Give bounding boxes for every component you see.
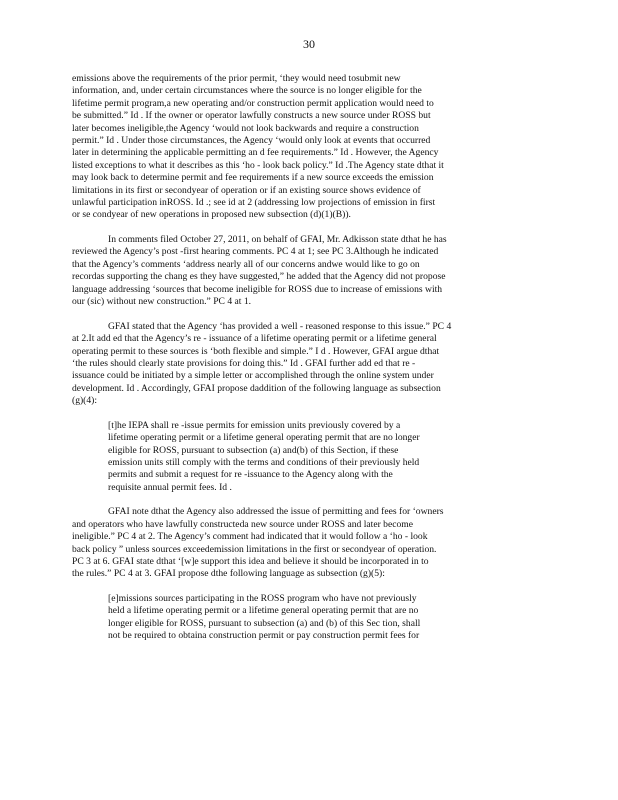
paragraph-line: In comments filed October 27, 2011, on behalf of GFAI, Mr. Adkisson state dthat he has (108, 234, 447, 246)
paragraph-line: PC 3 at 6. GFAI state dthat ‘[w]e support this idea and believe it should be incorporated in to (72, 555, 429, 567)
paragraph-line: or se condyear of new operations in proposed new subsection (d)(1)(B)). (72, 209, 351, 221)
paragraph-line: reviewed the Agency’s post -first hearing comments. PC 4 at 1; see PC 3.Although he indicated (72, 246, 439, 258)
paragraph-line: that the Agency’s comments ‘address nearly all of our concerns andwe would like to go on (72, 258, 420, 270)
paragraph-line: back policy ” unless sources exceedemission limitations in the first or secondyear of operation. (72, 543, 437, 555)
paragraph-line: issuance could be initiated by a simple letter or accomplished through the online system under (72, 370, 434, 382)
paragraph-line: ineligible.” PC 4 at 2. The Agency’s comment had indicated that it would follow a ‘ho - look (72, 531, 428, 543)
paragraph-line: later becomes ineligible,the Agency ‘would not look backwards and require a construction (72, 122, 419, 134)
paragraph-line: be submitted.” Id . If the owner or operator lawfully constructs a new source under ROSS but (72, 110, 431, 122)
paragraph-ross-ineligibility (72, 73, 542, 222)
quote-line: [e]missions sources participating in the ROSS program who have not previously (108, 592, 417, 604)
paragraph-gfai-reissuance (72, 321, 542, 408)
quote-line: not be required to obtaina construction permit or pay construction permit fees for (108, 630, 420, 642)
paragraph-line: operating permit to these sources is ‘both flexible and simple.” I d . However, GFAI argue dthat (72, 345, 440, 357)
paragraph-line: at 2.It add ed that the Agency’s re - issuance of a lifetime operating permit or a lifetime general (72, 333, 437, 345)
paragraph-line: our (sic) without new construction.” PC 4 at 1. (72, 296, 252, 308)
page-number: 30 (303, 37, 315, 51)
page-body (72, 73, 542, 643)
quote-line: eligible for ROSS, pursuant to subsection (a) and(b) of this Section, if these (108, 444, 399, 456)
paragraph-line: ‘the rules should clearly state provisions for doing this.” Id . GFAI further add ed that re - (72, 357, 416, 369)
paragraph-line: emissions above the requirements of the prior permit, ‘they would need tosubmit new (72, 73, 401, 84)
paragraph-line: recordas supporting the chang es they have suggested,” he added that the Agency did not propose (72, 271, 446, 283)
paragraph-line: permit.” Id . Under those circumstances, the Agency ‘would only look at events that occurred (72, 135, 431, 147)
paragraph-line: (g)(4): (72, 395, 98, 407)
paragraph-line: listed exceptions to what it describes as this ‘ho - look back policy.” Id .The Agency state dthat it (72, 159, 444, 171)
quote-line: permits and submit a request for re -issuance to the Agency along with the (108, 469, 393, 481)
paragraph-line: information, and, under certain circumstances where the source is no longer eligible for the (72, 85, 422, 97)
quote-line: emission units still comply with the terms and conditions of their previously held (108, 456, 420, 468)
quote-line: longer eligible for ROSS, pursuant to subsection (a) and (b) of this Sec tion, shall (108, 617, 421, 629)
block-quote-subsection-g4 (108, 420, 488, 494)
paragraph-line: development. Id . Accordingly, GFAI propose daddition of the following language as subsection (72, 382, 441, 394)
paragraph-line: the rules.” PC 4 at 3. GFAI propose dthe following language as subsection (g)(5): (72, 568, 385, 580)
paragraph-line: and operators who have lawfully constructeda new source under ROSS and later become (72, 518, 413, 530)
block-quote-subsection-g5 (108, 593, 488, 643)
quote-line: requisite annual permit fees. Id . (108, 481, 232, 493)
paragraph-gfai-look-back (72, 506, 542, 580)
paragraph-line: may look back to determine permit and fee requirements if a new source exceeds the emission (72, 172, 434, 184)
paragraph-line: later in determining the applicable permitting an d fee requirements.” Id . However, the Agency (72, 147, 439, 159)
quote-line: held a lifetime operating permit or a lifetime general operating permit that are no (108, 605, 419, 617)
paragraph-line: language addressing ‘sources that become ineligible for ROSS due to increase of emissions with (72, 283, 443, 295)
quote-line: lifetime operating permit or a lifetime general operating permit that are no longer (108, 432, 420, 444)
paragraph-line: lifetime permit program,a new operating and/or construction permit application would need to (72, 97, 434, 109)
quote-line: [t]he IEPA shall re -issue permits for emission units previously covered by a (108, 419, 401, 431)
paragraph-line: unlawful participation inROSS. Id .; see id at 2 (addressing low projections of emission in first (72, 197, 436, 209)
paragraph-adkisson-comments (72, 234, 542, 308)
paragraph-line: GFAI note dthat the Agency also addressed the issue of permitting and fees for ‘owners (108, 506, 444, 518)
paragraph-line: GFAI stated that the Agency ‘has provided a well - reasoned response to this issue.” PC 4 (108, 320, 452, 332)
paragraph-line: limitations in its first or secondyear of operation or if an existing source shows evidence of (72, 184, 421, 196)
